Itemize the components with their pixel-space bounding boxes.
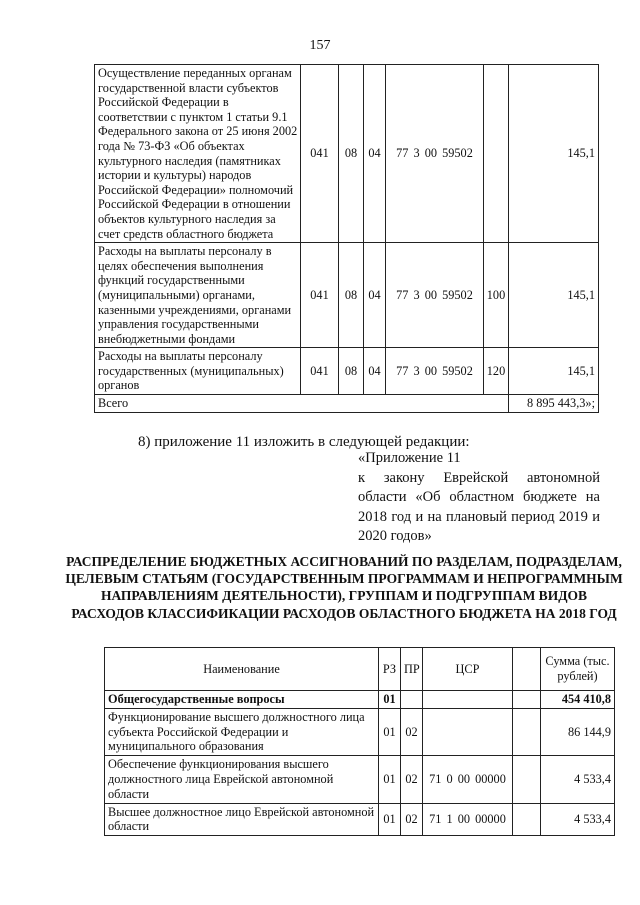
amendment-instruction: 8) приложение 11 изложить в следующей редакции: — [138, 434, 470, 450]
row-vr: 100 — [484, 243, 509, 348]
row-csr: 77 3 00 59502 — [386, 243, 484, 348]
table-header-row — [105, 648, 615, 691]
row-rz: 08 — [339, 243, 364, 348]
row-vr — [513, 691, 541, 709]
budget-distribution-table — [104, 647, 615, 836]
row-vr — [513, 756, 541, 803]
row-sum: 454 410,8 — [541, 691, 615, 709]
row-pr: 04 — [364, 348, 386, 395]
header-csr: ЦСР — [423, 648, 513, 691]
header-rz: РЗ — [379, 648, 401, 691]
row-sum: 145,1 — [509, 65, 599, 243]
row-csr: 71 1 00 00000 — [423, 803, 513, 836]
row-pr: 02 — [401, 803, 423, 836]
page-number: 157 — [309, 38, 331, 53]
document-heading: РАСПРЕДЕЛЕНИЕ БЮДЖЕТНЫХ АССИГНОВАНИЙ ПО РАЗДЕЛАМ, ПОДРАЗДЕЛАМ, ЦЕЛЕВЫМ СТАТЬЯМ (ГОСУДАРСТВЕННЫМ ПРОГРАММАМ И НЕПРОГРАММНЫМ НАПРАВЛЕНИЯМ ДЕЯТЕЛЬНОСТИ), ГРУППАМ И ПОДГРУППАМ ВИДОВ РАСХОДОВ КЛАССИФИКАЦИИ РАСХОДОВ ОБЛАСТНОГО БЮДЖЕТА НА 2018 ГОД — [65, 554, 623, 621]
row-csr: 77 3 00 59502 — [386, 348, 484, 395]
row-vr — [513, 708, 541, 755]
table-row — [105, 691, 615, 709]
appendix-title: «Приложение 11 — [358, 450, 461, 466]
table-row — [105, 708, 615, 755]
total-value: 8 895 443,3»; — [509, 395, 599, 413]
row-rz: 08 — [339, 65, 364, 243]
table-row — [95, 348, 599, 395]
row-rz: 01 — [379, 803, 401, 836]
row-grbs: 041 — [301, 348, 339, 395]
table-row — [95, 65, 599, 243]
total-label: Всего — [95, 395, 509, 413]
header-name: Наименование — [105, 648, 379, 691]
row-name: Общегосударственные вопросы — [105, 691, 379, 709]
row-sum: 4 533,4 — [541, 756, 615, 803]
row-grbs: 041 — [301, 243, 339, 348]
row-name: Расходы на выплаты персоналу государственных (муниципальных) органов — [95, 348, 301, 395]
header-pr: ПР — [401, 648, 423, 691]
row-pr: 04 — [364, 243, 386, 348]
row-csr — [423, 691, 513, 709]
row-rz: 01 — [379, 691, 401, 709]
row-vr — [484, 65, 509, 243]
row-rz: 08 — [339, 348, 364, 395]
row-pr: 02 — [401, 756, 423, 803]
table-row — [105, 803, 615, 836]
row-sum: 145,1 — [509, 243, 599, 348]
row-csr: 71 0 00 00000 — [423, 756, 513, 803]
header-vr — [513, 648, 541, 691]
row-vr: 120 — [484, 348, 509, 395]
row-pr: 02 — [401, 708, 423, 755]
appendix-reference — [358, 449, 600, 547]
total-row — [95, 395, 599, 413]
row-sum: 4 533,4 — [541, 803, 615, 836]
top-budget-table — [94, 64, 599, 413]
header-sum: Сумма (тыс. рублей) — [541, 648, 615, 691]
row-sum: 86 144,9 — [541, 708, 615, 755]
row-rz: 01 — [379, 708, 401, 755]
row-name: Обеспечение функционирования высшего должностного лица Еврейской автономной области — [105, 756, 379, 803]
row-rz: 01 — [379, 756, 401, 803]
appendix-law-reference: к закону Еврейской автономной области «Об областном бюджете на 2018 год и на плановый период 2019 и 2020 годов» — [358, 469, 600, 545]
row-pr: 04 — [364, 65, 386, 243]
row-name: Функционирование высшего должностного лица субъекта Российской Федерации и муниципального образования — [105, 708, 379, 755]
row-name: Осуществление переданных органам государственной власти субъектов Российской Федерации в соответствии с пунктом 1 статьи 9.1 Федерального закона от 25 июня 2002 года № 73-ФЗ «Об объектах культурного наследия (памятниках истории и культуры) народов Российской Федерации» полномочий Российской Федерации в отношении объектов культурного наследия за счет средств областного бюджета — [95, 65, 301, 243]
row-csr — [423, 708, 513, 755]
row-csr: 77 3 00 59502 — [386, 65, 484, 243]
table-row — [95, 243, 599, 348]
table-row — [105, 756, 615, 803]
row-name: Расходы на выплаты персоналу в целях обеспечения выполнения функций государственными (муниципальными) органами, казенными учреждениями, органами управления государственными внебюджетными фондами — [95, 243, 301, 348]
row-vr — [513, 803, 541, 836]
row-pr — [401, 691, 423, 709]
row-grbs: 041 — [301, 65, 339, 243]
row-sum: 145,1 — [509, 348, 599, 395]
row-name: Высшее должностное лицо Еврейской автономной области — [105, 803, 379, 836]
